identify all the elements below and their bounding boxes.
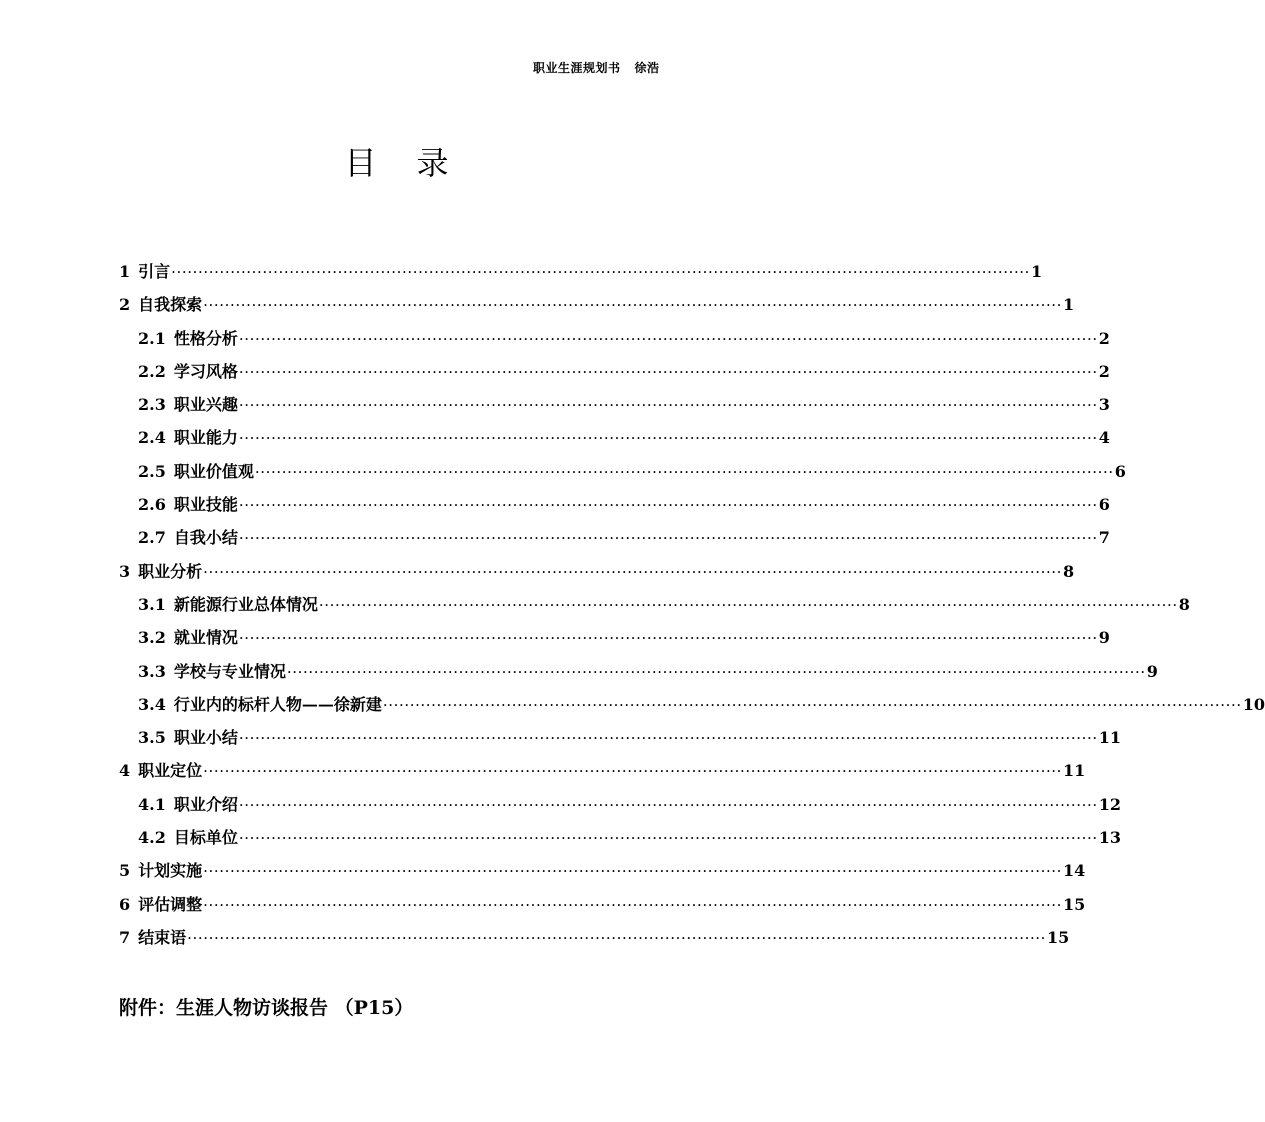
toc-entry-label xyxy=(119,292,202,318)
toc-entry-label xyxy=(138,359,238,385)
page-title: 目录 xyxy=(344,144,489,182)
toc-dot-leader: ································································································································································ xyxy=(238,829,1098,848)
toc-entry[interactable] xyxy=(119,259,1043,292)
toc-entry-number: 2.3 xyxy=(138,395,166,415)
toc-entry[interactable] xyxy=(119,559,1075,592)
toc-entry-page: 8 xyxy=(1063,561,1075,581)
toc-entry-text: 目标单位 xyxy=(173,828,238,848)
toc-entry[interactable] xyxy=(119,525,1110,558)
toc-entry-text: 职业定位 xyxy=(138,761,203,781)
toc-entry-text: 自我探索 xyxy=(138,295,203,315)
toc-entry-page: 2 xyxy=(1098,361,1110,381)
header-doc-title: 职业生涯规划书 xyxy=(533,61,621,75)
toc-entry-label xyxy=(138,659,286,685)
toc-entry-number: 2.4 xyxy=(138,428,166,448)
toc-entry-label xyxy=(138,459,254,485)
toc-entry-page: 8 xyxy=(1178,594,1190,614)
toc-entry-label xyxy=(138,725,238,751)
toc-entry-text: 新能源行业总体情况 xyxy=(173,594,318,614)
toc-dot-leader: ································································································································································ xyxy=(286,662,1146,681)
toc-dot-leader: ································································································································································ xyxy=(238,629,1098,648)
toc-entry-number: 3.2 xyxy=(138,628,166,648)
toc-entry-label xyxy=(119,858,202,884)
toc-entry-number: 2.6 xyxy=(138,495,166,515)
toc-entry-text: 职业兴趣 xyxy=(173,395,238,415)
toc-dot-leader: ································································································································································ xyxy=(238,729,1098,748)
running-header xyxy=(533,59,660,76)
toc-entry[interactable] xyxy=(119,659,1158,692)
toc-entry-text: 学校与专业情况 xyxy=(173,661,286,681)
toc-entry-text: 计划实施 xyxy=(138,861,203,881)
toc-entry-number: 4 xyxy=(119,761,131,781)
toc-entry-label xyxy=(138,392,238,418)
toc-entry-label xyxy=(138,326,238,352)
toc-entry-label xyxy=(119,259,170,285)
toc-entry-text: 职业介绍 xyxy=(173,794,238,814)
toc-entry[interactable] xyxy=(119,425,1110,458)
toc-entry-page: 11 xyxy=(1098,728,1122,748)
toc-entry[interactable] xyxy=(119,692,1265,725)
toc-entry[interactable] xyxy=(119,758,1086,791)
toc-entry-text: 职业能力 xyxy=(173,428,238,448)
toc-entry[interactable] xyxy=(119,725,1122,758)
toc-entry-number: 3 xyxy=(119,561,131,581)
toc-dot-leader: ································································································································································ xyxy=(187,928,1047,947)
toc-entry-label xyxy=(138,692,382,718)
toc-entry-label xyxy=(138,825,238,851)
toc-dot-leader: ································································································································································ xyxy=(171,263,1031,281)
toc-entry[interactable] xyxy=(119,792,1122,825)
toc-entry-number: 3.1 xyxy=(138,594,166,614)
toc-entry-number: 2.7 xyxy=(138,528,166,548)
toc-entry-text: 自我小结 xyxy=(173,528,238,548)
toc-entry-number: 3.5 xyxy=(138,728,166,748)
toc-entry-text: 结束语 xyxy=(138,927,187,947)
toc-entry[interactable] xyxy=(119,925,1070,958)
toc-entry-page: 13 xyxy=(1098,828,1122,848)
appendix-note: 附件：生涯人物访谈报告 （P15） xyxy=(119,997,414,1019)
toc-entry-label xyxy=(119,559,202,585)
table-of-contents xyxy=(119,259,1265,958)
toc-dot-leader: ································································································································································ xyxy=(203,862,1063,881)
toc-entry-number: 1 xyxy=(119,262,131,281)
toc-entry-number: 2.5 xyxy=(138,461,166,481)
toc-entry[interactable] xyxy=(119,625,1110,658)
toc-entry-text: 职业技能 xyxy=(173,495,238,515)
toc-dot-leader: ································································································································································ xyxy=(238,529,1098,548)
toc-dot-leader: ································································································································································ xyxy=(382,695,1242,714)
toc-entry-label xyxy=(138,625,238,651)
toc-dot-leader: ································································································································································ xyxy=(238,496,1098,515)
toc-entry-number: 2.2 xyxy=(138,361,166,381)
toc-entry[interactable] xyxy=(119,392,1110,425)
toc-entry-text: 职业小结 xyxy=(173,728,238,748)
header-author: 徐浩 xyxy=(634,61,660,75)
toc-entry[interactable] xyxy=(119,892,1086,925)
toc-dot-leader: ································································································································································ xyxy=(238,429,1098,448)
toc-entry-page: 1 xyxy=(1031,262,1043,281)
toc-entry-number: 4.1 xyxy=(138,794,166,814)
toc-entry-number: 4.2 xyxy=(138,828,166,848)
toc-entry-label xyxy=(138,425,238,451)
toc-dot-leader: ································································································································································ xyxy=(238,362,1098,381)
toc-entry-number: 2 xyxy=(119,295,131,315)
toc-entry[interactable] xyxy=(119,326,1110,359)
toc-entry[interactable] xyxy=(119,492,1110,525)
toc-entry-page: 15 xyxy=(1047,927,1070,947)
toc-entry-page: 12 xyxy=(1098,794,1122,814)
toc-entry-page: 9 xyxy=(1098,628,1110,648)
toc-dot-leader: ································································································································································ xyxy=(238,396,1098,415)
toc-entry-page: 10 xyxy=(1242,694,1265,714)
toc-entry-number: 5 xyxy=(119,861,131,881)
toc-entry-number: 7 xyxy=(119,927,131,947)
toc-dot-leader: ································································································································································ xyxy=(203,562,1063,581)
toc-dot-leader: ································································································································································ xyxy=(238,329,1098,348)
toc-entry-number: 2.1 xyxy=(138,328,166,348)
toc-entry[interactable] xyxy=(119,459,1126,492)
toc-dot-leader: ································································································································································ xyxy=(203,762,1063,781)
toc-entry-label xyxy=(138,592,318,618)
toc-entry-label xyxy=(138,792,238,818)
toc-entry[interactable] xyxy=(119,592,1190,625)
toc-entry-text: 职业分析 xyxy=(138,561,203,581)
toc-entry-page: 7 xyxy=(1098,528,1110,548)
toc-entry-text: 性格分析 xyxy=(173,328,238,348)
toc-entry-text: 评估调整 xyxy=(138,894,203,914)
toc-entry-label xyxy=(119,925,186,951)
toc-entry-text: 职业价值观 xyxy=(173,461,254,481)
toc-entry-text: 引言 xyxy=(138,262,171,281)
toc-dot-leader: ································································································································································ xyxy=(318,595,1178,614)
toc-entry-label xyxy=(119,892,202,918)
toc-entry-page: 6 xyxy=(1114,461,1126,481)
toc-entry-number: 3.4 xyxy=(138,694,166,714)
toc-dot-leader: ································································································································································ xyxy=(254,462,1114,481)
toc-dot-leader: ································································································································································ xyxy=(203,895,1063,914)
toc-entry-label xyxy=(119,758,202,784)
toc-entry-text: 行业内的标杆人物——徐新建 xyxy=(173,694,382,714)
toc-entry[interactable] xyxy=(119,359,1110,392)
toc-entry[interactable] xyxy=(119,292,1075,325)
toc-entry-page: 11 xyxy=(1063,761,1086,781)
toc-entry-page: 6 xyxy=(1098,495,1110,515)
toc-entry-label xyxy=(138,492,238,518)
toc-entry[interactable] xyxy=(119,825,1122,858)
toc-entry-label xyxy=(138,525,238,551)
toc-dot-leader: ································································································································································ xyxy=(203,296,1063,315)
toc-entry-page: 3 xyxy=(1098,395,1110,415)
toc-entry-number: 3.3 xyxy=(138,661,166,681)
toc-entry-page: 9 xyxy=(1146,661,1158,681)
toc-entry[interactable] xyxy=(119,858,1086,891)
toc-entry-page: 1 xyxy=(1063,295,1075,315)
toc-dot-leader: ································································································································································ xyxy=(238,795,1098,814)
toc-entry-page: 4 xyxy=(1098,428,1110,448)
toc-entry-page: 14 xyxy=(1063,861,1086,881)
toc-entry-text: 学习风格 xyxy=(173,361,238,381)
toc-entry-number: 6 xyxy=(119,894,131,914)
toc-entry-text: 就业情况 xyxy=(173,628,238,648)
toc-entry-page: 2 xyxy=(1098,328,1110,348)
toc-entry-page: 15 xyxy=(1063,894,1086,914)
